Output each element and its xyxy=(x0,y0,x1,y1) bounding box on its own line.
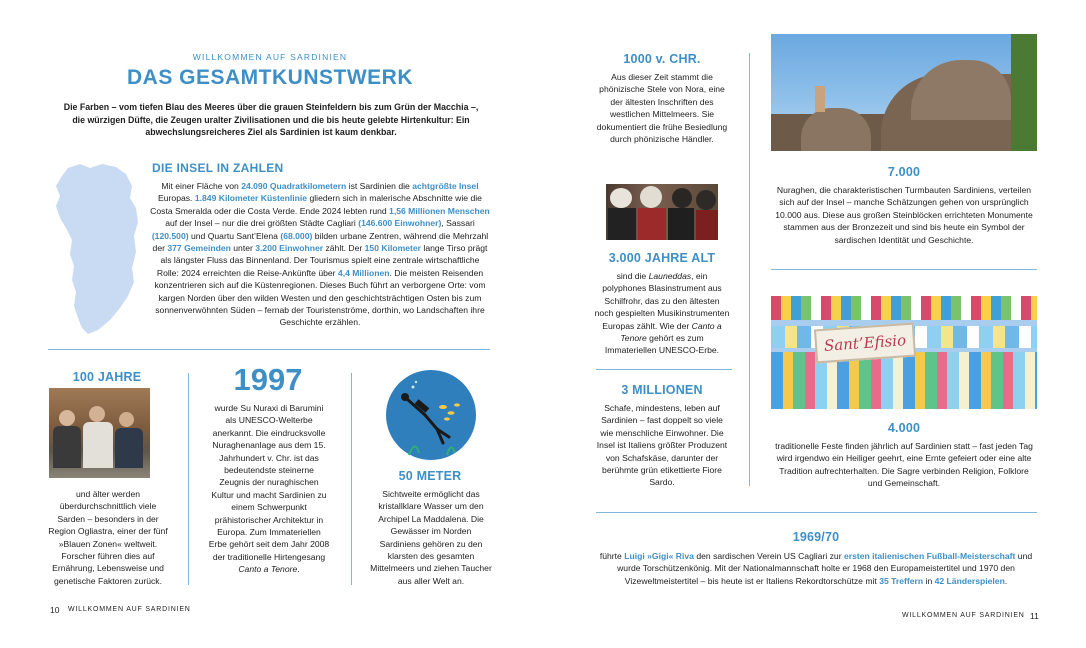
divider-v1 xyxy=(188,373,189,585)
heading-1997: 1997 xyxy=(233,362,303,397)
text-3000-jahre: sind die Launeddas, ein polyphones Blasinstrument aus Schilfrohr, das zu den ältesten noch gespielten Musikinstrumenten Europas zählt. Wie der Canto a Tenore gehört es zum Immateriellen UNESCO-Erbe. xyxy=(594,271,730,356)
text-50-meter: Sichtweite ermöglicht das kristallklare Wasser um den Archipel La Maddalena. Die Gewässer im Norden Sardiniens gehören zu den klarsten des gesamten Mittelmeers und ziehen Taucher aus aller Welt an. xyxy=(370,489,492,586)
heading-1969-70: 1969/70 xyxy=(792,530,840,544)
divider-h-7000 xyxy=(771,269,1037,270)
text-100-jahre: und älter werden überdurchschnittlich viele Sarden – besonders in der Region Ogliastra, einer der fünf »Blauen Zonen« weltweit. Forscher führen dies auf Ernährung, Lebensweise und genetische Faktoren zurück. xyxy=(48,489,168,586)
heading-100-jahre: 100 JAHRE xyxy=(72,370,142,384)
text-1997: wurde Su Nuraxi di Barumini als UNESCO-Welterbe anerkannt. Die eindrucksvolle Nuraghenanlage aus dem 15. Jahrhundert v. Chr. ist das bedeutendste steinerne Zeugnis der nuraghischen Kultur und macht Sardinien zu einem Schwerpunkt prähistorischer Architektur in Europa. Zum Immateriellen Erbe gehört seit dem Jahr 2008 der traditionelle Hirtengesang Canto a Tenore. xyxy=(208,403,330,575)
text-1000-vchr: Aus dieser Zeit stammt die phönizische Stele von Nora, eine der ältesten Inschriften des westlichen Mittelmeers. Sie dokumentiert die frühe Besiedlung durch phönizische Händler. xyxy=(596,72,728,145)
diver-illustration xyxy=(385,369,477,461)
footer-left-text: WILLKOMMEN AUF SARDINIEN xyxy=(68,606,191,613)
heading-7000: 7.000 xyxy=(887,165,921,179)
photo-festival-flags xyxy=(771,296,1037,409)
divider-left xyxy=(48,349,490,350)
photo-old-men xyxy=(49,388,150,478)
heading-50-meter: 50 METER xyxy=(398,469,462,483)
heading-3-millionen: 3 MILLIONEN xyxy=(621,383,703,397)
text-7000: Nuraghen, die charakteristischen Turmbauten Sardiniens, verteilen sich auf der Insel – manche Schätzungen gehen von ursprünglich 10.000 aus. Diese aus großen Steinblöcken errichteten Monumente stammen aus der Bronzezeit und sind bis heute ein Symbol der sardischen Identität und Geschichte. xyxy=(775,185,1033,245)
text-4000: traditionelle Feste finden jährlich auf Sardinien statt – fast jeden Tag wird irgendwo ein Heiliger geehrt, eine Ernte gefeiert oder eine alte Tradition aufrechterhalten. Die Sagre verbinden Religion, Folklore und Gemeinschaft. xyxy=(775,441,1033,489)
divider-v2 xyxy=(351,373,352,585)
heading-4000: 4.000 xyxy=(887,421,921,435)
divider-h-1969 xyxy=(596,512,1037,513)
page-number-left: 10 xyxy=(50,605,60,615)
photo-musicians xyxy=(606,184,718,240)
page-number-right: 11 xyxy=(1030,611,1039,621)
text-1969-70: führte Luigi »Gigi« Riva den sardischen Verein US Cagliari zur ersten italienischen Fußball-Meisterschaft und wurde Torschützenkönig. Mit der Nationalmannschaft holte er 1968 den Europameistertitel und 1970 den Vizeweltmeistertitel – bis heute ist er Italiens Rekordtorschütze mit 35 Treffern in 42 Länderspielen. xyxy=(599,551,1033,586)
insel-text: Mit einer Fläche von 24.090 Quadratkilometern ist Sardinien die achtgrößte Insel Europas. 1.849 Kilometer Küstenlinie gliedern sich in malerische Abschnitte wie die Costa Smeralda oder die Costa Verde. Ende 2024 lebten rund 1,56 Millionen Menschen auf der Insel – nur die drei größten Städte Cagliari (146.600 Einwohner), Sassari (120.500) und Quartu Sant’Elena (68.000) bilden urbane Zentren, während die Mehrzahl der 377 Gemeinden unter 3.200 Einwohner zählt. Der 150 Kilometer lange Tirso prägt als längster Fluss das Binnenland. Der Tourismus spielt eine zentrale wirtschaftliche Rolle: 2024 erreichten die Reise-Ankünfte über 4,4 Millionen. Die meisten Reisenden konzentrieren sich auf die Küstenregionen. Dieses Buch führt an verborgene Orte: vom kargen Norden über den wilden Westen und den geschichtsträchtigen Osten bis zum sonnenverwöhnten Süden – fernab der Touristenströme, dorthin, wo Landschaften ihre Geschichte erzählen. xyxy=(150,181,490,328)
page-title: DAS GESAMTKUNSTWERK xyxy=(127,66,413,89)
kicker: WILLKOMMEN AUF SARDINIEN xyxy=(192,52,348,62)
footer-right-text: WILLKOMMEN AUF SARDINIEN xyxy=(902,612,1025,619)
heading-1000-vchr: 1000 v. CHR. xyxy=(623,52,701,66)
divider-v3 xyxy=(749,53,750,486)
insel-heading: DIE INSEL IN ZAHLEN xyxy=(152,161,284,175)
heading-3000-jahre: 3.000 JAHRE ALT xyxy=(608,251,716,265)
divider-h-3mio xyxy=(596,369,732,370)
intro-text: Die Farben – vom tiefen Blau des Meeres über die grauen Steinfeldern bis zum Grün der Macchia –, die würzigen Düfte, die Zeugen uralter Zivilisationen und die bis heute gelebte Hirtenkultur: Ein abwechslungsreicheres Ziel als Sardinien ist kaum denkbar. xyxy=(63,102,479,138)
photo-nuraghe xyxy=(771,34,1037,151)
text-3-millionen: Schafe, mindestens, leben auf Sardinien – fast doppelt so viele wie menschliche Einwohner. Die Insel ist Italiens größter Produzent von Schafskäse, darunter der berühmte grün etikettierte Fiore Sardo. xyxy=(596,403,728,488)
festival-banner: Sant’Efisio xyxy=(814,323,916,364)
sardinia-map xyxy=(46,160,144,338)
